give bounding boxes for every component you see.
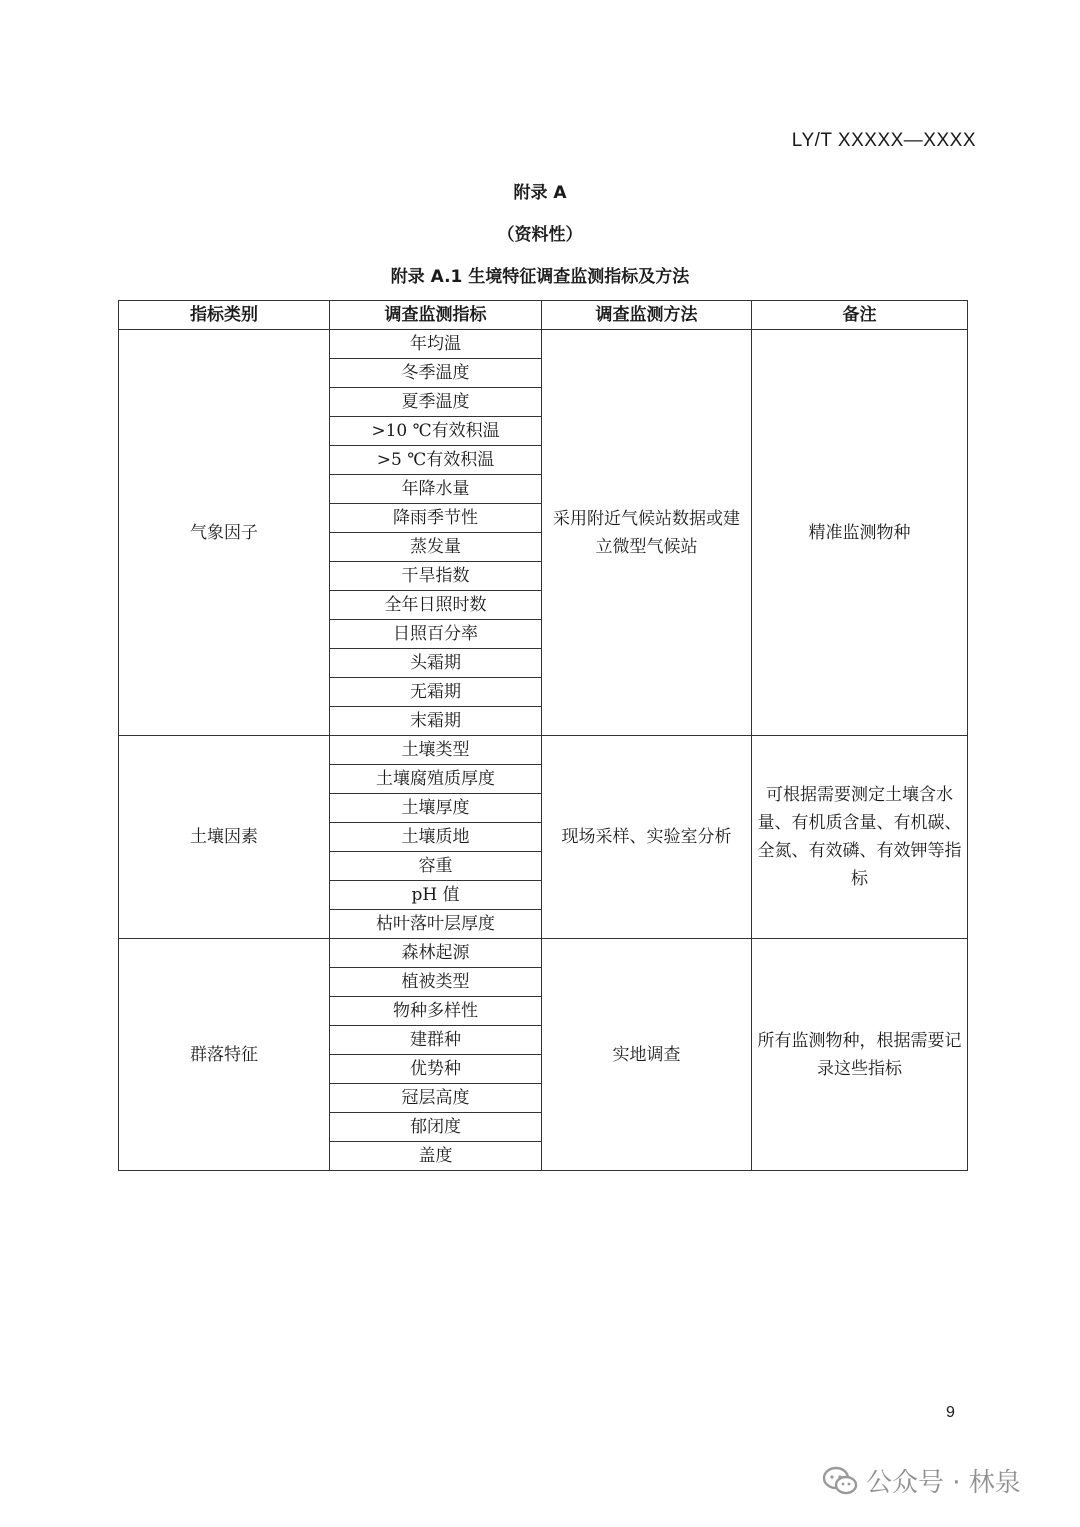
indicator-cell: >10 ℃有效积温	[330, 417, 542, 446]
appendix-title: 附录 A	[513, 183, 567, 203]
indicator-cell: 土壤质地	[330, 823, 542, 852]
indicator-cell: 枯叶落叶层厚度	[330, 910, 542, 939]
indicator-cell: 物种多样性	[330, 997, 542, 1026]
page-number: 9	[946, 1404, 955, 1421]
watermark	[822, 1462, 1021, 1499]
table-row	[119, 939, 968, 968]
standard-code: LY/T XXXXX—XXXX	[791, 130, 976, 151]
indicator-cell: 土壤类型	[330, 736, 542, 765]
indicator-cell: 头霜期	[330, 649, 542, 678]
indicator-table	[118, 300, 968, 1171]
indicator-cell: 郁闭度	[330, 1113, 542, 1142]
category-cell: 气象因子	[119, 330, 330, 736]
indicator-cell: 夏季温度	[330, 388, 542, 417]
watermark-text: 公众号 · 林泉	[866, 1468, 1021, 1498]
indicator-cell: 盖度	[330, 1142, 542, 1171]
indicator-cell: 年降水量	[330, 475, 542, 504]
indicator-cell: 森林起源	[330, 939, 542, 968]
indicator-cell: 优势种	[330, 1055, 542, 1084]
indicator-cell: 无霜期	[330, 678, 542, 707]
column-header: 指标类别	[119, 301, 330, 330]
indicator-cell: 冠层高度	[330, 1084, 542, 1113]
note-cell: 精准监测物种	[752, 330, 968, 736]
indicator-cell: 蒸发量	[330, 533, 542, 562]
method-cell: 采用附近气候站数据或建立微型气候站	[542, 330, 752, 736]
column-header: 调查监测指标	[330, 301, 542, 330]
indicator-cell: pH 值	[330, 881, 542, 910]
indicator-cell: 建群种	[330, 1026, 542, 1055]
wechat-icon	[822, 1466, 858, 1496]
category-cell: 土壤因素	[119, 736, 330, 939]
appendix-subtitle: （资料性）	[497, 225, 583, 245]
indicator-cell: 土壤腐殖质厚度	[330, 765, 542, 794]
method-cell: 实地调查	[542, 939, 752, 1171]
indicator-cell: >5 ℃有效积温	[330, 446, 542, 475]
indicator-cell: 土壤厚度	[330, 794, 542, 823]
indicator-cell: 年均温	[330, 330, 542, 359]
indicator-cell: 日照百分率	[330, 620, 542, 649]
column-header: 调查监测方法	[542, 301, 752, 330]
indicator-cell: 容重	[330, 852, 542, 881]
indicator-cell: 植被类型	[330, 968, 542, 997]
indicator-cell: 降雨季节性	[330, 504, 542, 533]
table-title: 附录 A.1 生境特征调查监测指标及方法	[390, 267, 690, 287]
table-row	[119, 330, 968, 359]
method-cell: 现场采样、实验室分析	[542, 736, 752, 939]
column-header: 备注	[752, 301, 968, 330]
table-row	[119, 736, 968, 765]
indicator-cell: 末霜期	[330, 707, 542, 736]
note-cell: 可根据需要测定土壤含水量、有机质含量、有机碳、全氮、有效磷、有效钾等指标	[752, 736, 968, 939]
indicator-cell: 全年日照时数	[330, 591, 542, 620]
indicator-cell: 冬季温度	[330, 359, 542, 388]
note-cell: 所有监测物种，根据需要记录这些指标	[752, 939, 968, 1171]
indicator-cell: 干旱指数	[330, 562, 542, 591]
table-header-row	[119, 301, 968, 330]
category-cell: 群落特征	[119, 939, 330, 1171]
